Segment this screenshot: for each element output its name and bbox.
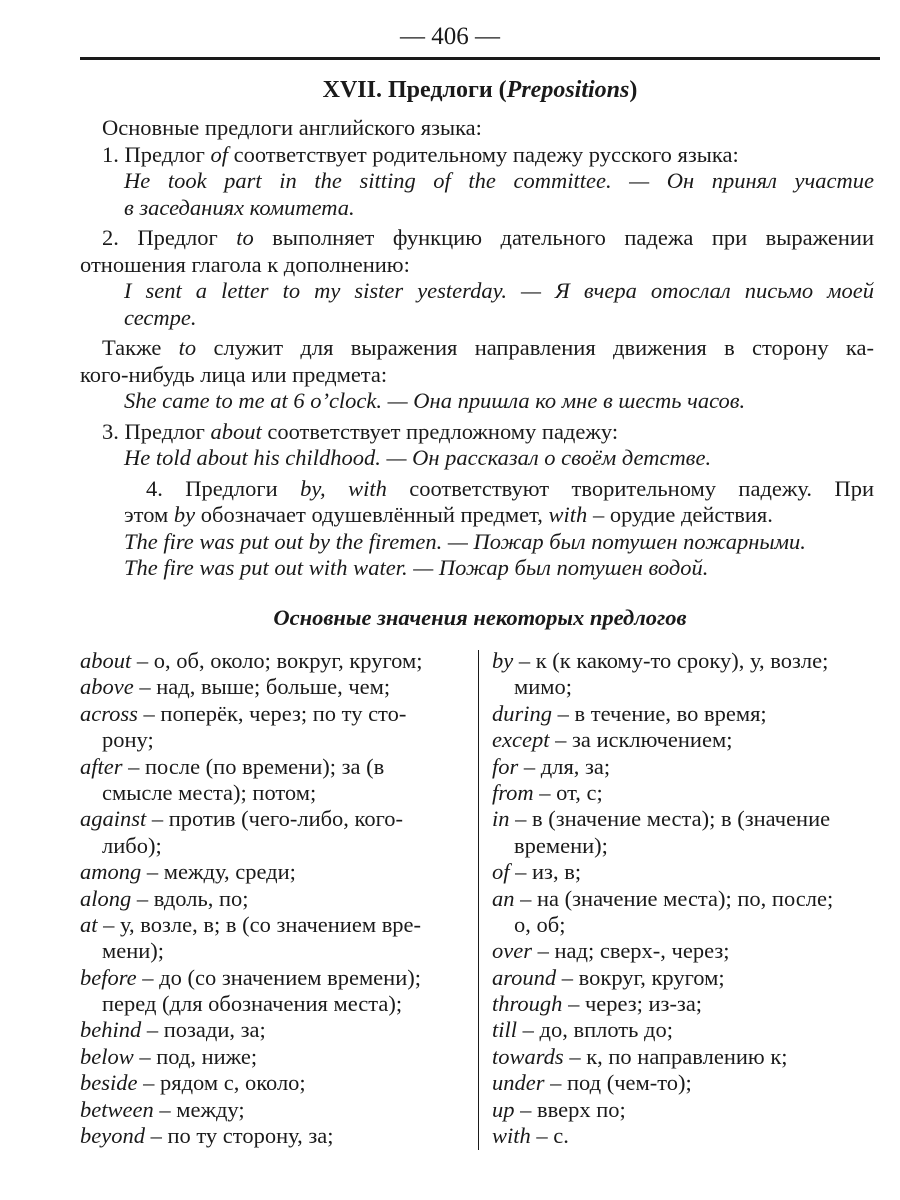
dictionary-entry xyxy=(492,701,878,727)
dictionary-entry xyxy=(492,1123,878,1149)
item4-example1: The fire was put out by the firemen. — Пожар был потушен пожарными. xyxy=(124,528,806,554)
also-text-a: Также xyxy=(102,335,179,360)
entry-definition: – под (чем-то); xyxy=(544,1070,692,1096)
item1-text-a: 1. Предлог xyxy=(102,141,211,167)
item3-example: He told about his childhood. — Он рассказал о своём детстве. xyxy=(124,445,712,470)
dictionary-entry xyxy=(80,674,466,700)
entry-term: before xyxy=(80,964,137,990)
dictionary-continuation: рону; xyxy=(102,727,154,753)
item4-with: with xyxy=(548,502,588,527)
item1-text-c: соответствует родительному падежу русского языка: xyxy=(227,141,739,167)
entry-definition: – для, за; xyxy=(518,753,611,779)
dictionary-entry xyxy=(80,1123,466,1149)
dictionary-entry xyxy=(80,701,466,727)
item3-text-a: 3. Предлог xyxy=(102,418,211,444)
item4-text-l2c: обозначает одушевлённый предмет, xyxy=(195,502,549,527)
dictionary-entry xyxy=(80,1070,466,1096)
entry-term: over xyxy=(492,938,532,964)
item2-preposition: to xyxy=(236,225,254,250)
prepositions-left-column xyxy=(80,648,466,1149)
item2-text-c: выполняет функцию дательного падежа при выражении xyxy=(253,225,874,250)
item2-line2: отношения глагола к дополнению: xyxy=(80,251,410,277)
dictionary-entry xyxy=(492,1017,878,1043)
entry-term: by xyxy=(492,648,514,673)
item4-text-a: 4. Предлоги xyxy=(146,475,301,501)
entry-definition: – к (к какому-то сроку), у, возле; xyxy=(513,648,829,673)
entry-definition: – у, возле, в; в (со значением вре- xyxy=(97,911,422,937)
dictionary-entry xyxy=(492,938,878,964)
intro-body xyxy=(0,115,900,582)
dictionary-continuation: мимо; xyxy=(514,674,573,700)
entry-definition: – по ту сторону, за; xyxy=(144,1123,334,1149)
entry-definition: – к, по направлению к; xyxy=(563,1043,788,1069)
entry-term: under xyxy=(492,1070,545,1096)
entry-term: through xyxy=(492,991,563,1017)
entry-definition: – вверх по; xyxy=(514,1096,626,1122)
entry-term: for xyxy=(492,753,519,779)
dictionary-entry xyxy=(492,991,878,1017)
dictionary-entry xyxy=(492,780,878,806)
entry-definition: – над; сверх-, через; xyxy=(531,938,730,964)
entry-definition: – вокруг, кругом; xyxy=(556,964,725,990)
header-rule xyxy=(80,57,880,60)
item4-prepositions: by, with xyxy=(300,475,387,501)
entry-term: from xyxy=(492,779,534,805)
entry-definition: – до (со значением времени); xyxy=(136,964,421,990)
entry-term: along xyxy=(80,885,132,911)
also-text-c: служит для выражения направления движения в сторону ка- xyxy=(196,335,874,360)
entry-definition: – после (по времени); за (в xyxy=(122,753,385,779)
dictionary-entry xyxy=(492,806,878,832)
page-number: — 406 — xyxy=(400,23,500,50)
dictionary-entry xyxy=(80,806,466,832)
entry-term: below xyxy=(80,1043,134,1069)
also-line2: кого-нибудь лица или предмета: xyxy=(80,361,388,387)
item4-text-l2e: – орудие действия. xyxy=(587,502,773,527)
entry-definition: – из, в; xyxy=(509,859,582,885)
item3-line xyxy=(0,419,900,446)
entry-definition: – с. xyxy=(530,1123,569,1149)
dictionary-entry xyxy=(492,1070,878,1096)
dictionary-entry xyxy=(80,886,466,912)
entry-term: till xyxy=(492,1017,518,1043)
also-preposition: to xyxy=(178,335,197,360)
entry-term: in xyxy=(492,806,510,832)
entry-term: except xyxy=(492,727,550,753)
entry-term: with xyxy=(492,1123,531,1149)
entry-term: about xyxy=(80,648,132,673)
dictionary-entry xyxy=(492,727,878,753)
item4-text-c: соответствуют творительному падежу. При xyxy=(386,475,874,501)
dictionary-continuation: смысле места); потом; xyxy=(102,779,317,805)
dictionary-continuation: мени); xyxy=(102,938,165,964)
dictionary-entry xyxy=(492,886,878,912)
entry-term: up xyxy=(492,1096,515,1122)
dictionary-entry xyxy=(492,754,878,780)
item2-line1 xyxy=(102,225,874,252)
also-example: She came to me at 6 o’clock. — Она пришла ко мне в шесть часов. xyxy=(124,388,746,413)
entry-term: an xyxy=(492,885,515,911)
item3-preposition: about xyxy=(210,418,262,444)
dictionary-entry xyxy=(80,965,466,991)
entry-term: against xyxy=(80,806,147,832)
entry-definition: – о, об, около; вокруг, кругом; xyxy=(131,648,423,673)
entry-definition: – против (чего-либо, кого- xyxy=(146,806,404,832)
item4-by: by xyxy=(173,502,196,527)
entry-definition: – поперёк, через; по ту сто- xyxy=(137,700,407,726)
entry-definition: – через; из-за; xyxy=(562,991,703,1017)
dictionary-continuation: либо); xyxy=(102,832,162,858)
chapter-title-main: XVII. Предлоги ( xyxy=(322,77,507,103)
entry-term: between xyxy=(80,1096,154,1122)
entry-term: at xyxy=(80,911,98,937)
dictionary-entry xyxy=(492,859,878,885)
entry-definition: – от, с; xyxy=(533,779,603,805)
entry-definition: – в (значение места); в (значение xyxy=(509,806,831,832)
chapter-title-english: Prepositions xyxy=(506,77,630,103)
entry-term: above xyxy=(80,674,134,700)
entry-term: beyond xyxy=(80,1123,145,1149)
chapter-title-close: ) xyxy=(629,77,638,103)
dictionary-entry xyxy=(492,965,878,991)
item2-text-a: 2. Предлог xyxy=(102,225,237,250)
intro-line: Основные предлоги английского языка: xyxy=(102,115,482,140)
dictionary-continuation: перед (для обозначения места); xyxy=(102,991,403,1017)
dictionary-entry xyxy=(80,648,466,674)
entry-term: towards xyxy=(492,1043,564,1069)
entry-definition: – между, среди; xyxy=(141,859,296,885)
entry-term: among xyxy=(80,859,142,885)
item1-line xyxy=(0,142,900,169)
item2-example-line2: сестре. xyxy=(124,304,197,330)
item1-example-line2: в заседаниях комитета. xyxy=(124,194,355,220)
entry-term: around xyxy=(492,964,557,990)
entry-definition: – между; xyxy=(153,1096,245,1122)
dictionary-entry xyxy=(492,1097,878,1123)
entry-definition: – рядом с, около; xyxy=(137,1070,306,1096)
entry-definition: – позади, за; xyxy=(141,1017,266,1043)
dictionary-entry xyxy=(80,1017,466,1043)
item2-example-line1: I sent a letter to my sister yesterday. — Я вчера отослал письмо моей xyxy=(124,278,874,303)
dictionary-entry xyxy=(492,648,878,674)
entry-definition: – на (значение места); по, после; xyxy=(514,885,834,911)
item3-text-c: соответствует предложному падежу: xyxy=(261,418,619,444)
entry-definition: – до, вплоть до; xyxy=(517,1017,673,1043)
entry-definition: – над, выше; больше, чем; xyxy=(133,674,391,700)
entry-definition: – в течение, во время; xyxy=(552,700,767,726)
dictionary-entry xyxy=(80,912,466,938)
dictionary-entry xyxy=(80,859,466,885)
dictionary-entry xyxy=(80,1097,466,1123)
item4-line2 xyxy=(0,502,900,529)
chapter-title xyxy=(80,75,880,105)
entry-term: of xyxy=(492,859,510,885)
item1-example-line1: He took part in the sitting of the committee. — Он принял участие xyxy=(124,168,874,193)
dictionary-continuation: о, об; xyxy=(514,911,566,937)
item4-text-l2a: этом xyxy=(124,502,174,527)
prepositions-right-column xyxy=(492,648,878,1149)
section-heading: Основные значения некоторых предлогов xyxy=(273,605,687,630)
item4-line1 xyxy=(146,476,874,503)
item1-preposition: of xyxy=(210,141,228,167)
dictionary-entry xyxy=(80,1044,466,1070)
also-line1 xyxy=(102,335,874,362)
entry-term: beside xyxy=(80,1070,138,1096)
entry-definition: – за исключением; xyxy=(549,727,733,753)
entry-term: after xyxy=(80,753,123,779)
dictionary-continuation: времени); xyxy=(514,832,608,858)
column-divider xyxy=(478,650,479,1150)
dictionary-entry xyxy=(80,754,466,780)
entry-term: across xyxy=(80,700,138,726)
item4-example2: The fire was put out with water. — Пожар был потушен водой. xyxy=(124,555,709,580)
entry-definition: – вдоль, по; xyxy=(131,885,249,911)
entry-definition: – под, ниже; xyxy=(133,1043,258,1069)
entry-term: during xyxy=(492,700,553,726)
entry-term: behind xyxy=(80,1017,142,1043)
dictionary-entry xyxy=(492,1044,878,1070)
